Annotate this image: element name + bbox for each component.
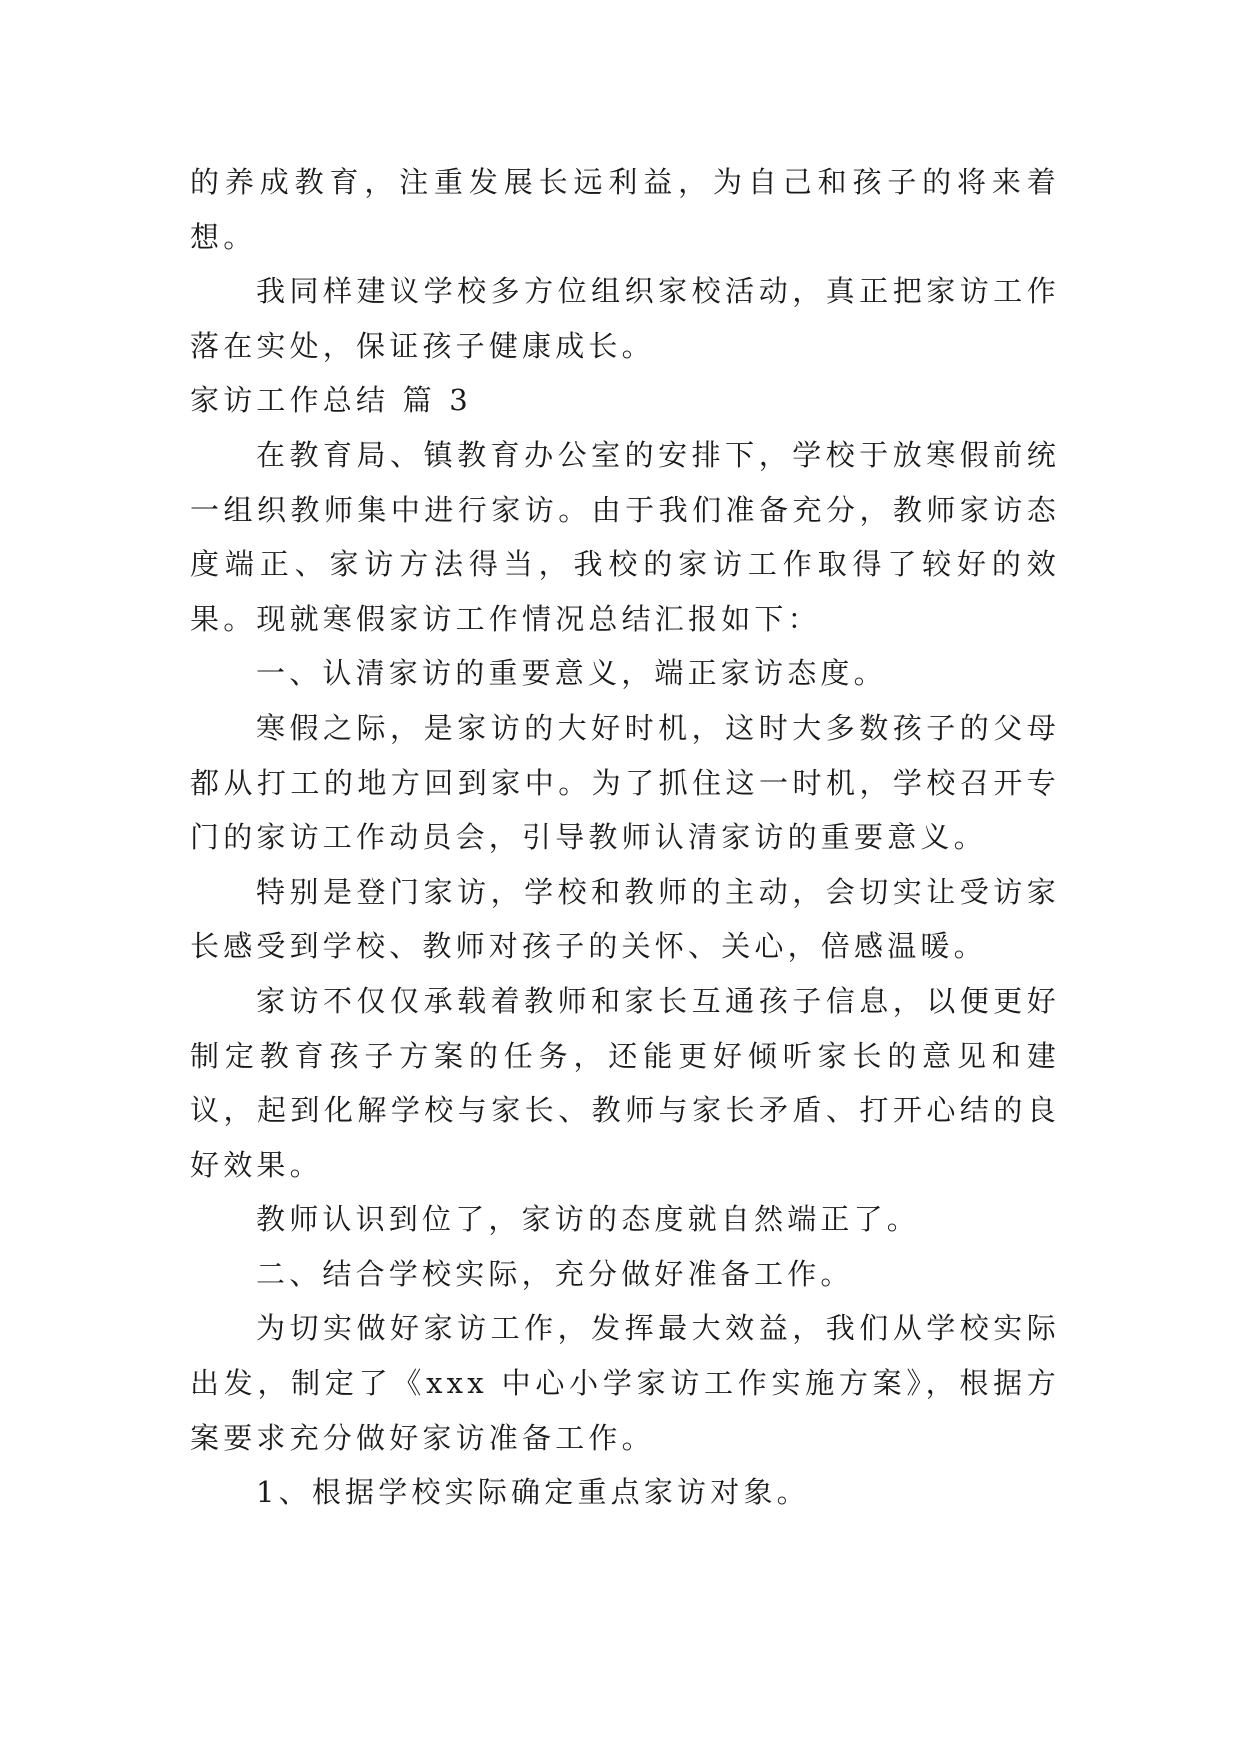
document-body <box>190 155 1060 1520</box>
section-heading: 家访工作总结 篇 3 <box>190 383 472 418</box>
paragraph-2: 我同样建议学校多方位组织家校活动，真正把家访工作落在实处，保证孩子健康成长。 <box>190 274 1060 363</box>
paragraph-7: 为切实做好家访工作，发挥最大效益，我们从学校实际出发，制定了《xxx 中心小学家访工作实施方案》，根据方案要求充分做好家访准备工作。 <box>190 1311 1060 1455</box>
paragraph-1: 的养成教育，注重发展长远利益，为自己和孩子的将来着想。 <box>190 165 1060 254</box>
paragraph-4: 特别是登门家访，学校和教师的主动，会切实让受访家长感受到学校、教师对孩子的关怀、关心，倍感温暖。 <box>190 874 1060 964</box>
subheading-1: 一、认清家访的重要意义，端正家访态度。 <box>256 656 887 691</box>
paragraph-5: 家访不仅仅承载着教师和家长互通孩子信息，以便更好制定教育孩子方案的任务，还能更好倾听家长的意见和建议，起到化解学校与家长、教师与家长矛盾、打开心结的良好效果。 <box>190 983 1060 1182</box>
subheading-2: 二、结合学校实际，充分做好准备工作。 <box>256 1256 854 1291</box>
paragraph-3: 寒假之际，是家访的大好时机，这时大多数孩子的父母都从打工的地方回到家中。为了抓住这一时机，学校召开专门的家访工作动员会，引导教师认清家访的重要意义。 <box>190 710 1060 855</box>
paragraph-intro: 在教育局、镇教育办公室的安排下，学校于放寒假前统一组织教师集中进行家访。由于我们准备充分，教师家访态度端正、家访方法得当，我校的家访工作取得了较好的效果。现就寒假家访工作情况总结汇报如下： <box>190 437 1060 636</box>
paragraph-6: 教师认识到位了，家访的态度就自然端正了。 <box>256 1202 921 1237</box>
list-item-1: 1、根据学校实际确定重点家访对象。 <box>256 1475 810 1510</box>
